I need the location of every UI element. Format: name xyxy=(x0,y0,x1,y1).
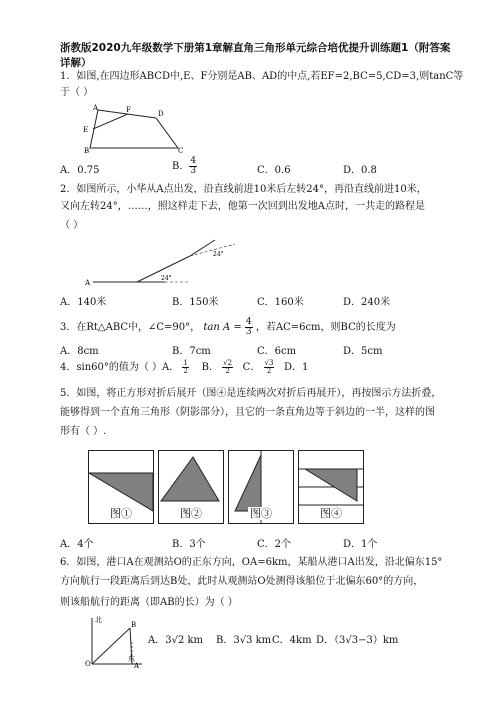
q5-option-a: A．4个 xyxy=(60,539,94,550)
q2-path-figure xyxy=(85,238,245,288)
q5-text-line2: 能够得到一个直角三角形（阴影部分），且它的一条直角边等于斜边的一半，这样的图 xyxy=(60,407,435,418)
q3-text-b: ，若AC=6cm，则BC的长度为 xyxy=(255,322,396,333)
q4-option-a-fraction: $\frac{1}{2}$ xyxy=(183,359,188,375)
q2-option-b: B．150米 xyxy=(172,297,219,308)
fold-panel-3 xyxy=(228,450,294,524)
q1-label-e: E xyxy=(83,126,89,134)
q3-option-c: C．6cm xyxy=(257,346,297,357)
q5-option-c: C．2个 xyxy=(257,539,292,550)
q3-tan-expr: tan A = xyxy=(203,322,242,333)
q1-text-line2: 于（ ） xyxy=(60,87,94,98)
q1-option-c: C．0.6 xyxy=(257,165,291,176)
q1-quadrilateral-figure xyxy=(78,102,188,154)
q6-label-a: A xyxy=(134,662,140,668)
q4-option-c-label: C． xyxy=(242,362,261,373)
q1-label-f: F xyxy=(126,106,131,114)
q6-text-line1: 6．如图，港口A在观测站O的正东方向，OA=6km，某船从港口A出发，沿北偏东15° xyxy=(60,557,443,568)
q6-navigation-figure xyxy=(84,610,146,668)
doc-title-line2: 详解） xyxy=(60,57,92,69)
q3-text-line xyxy=(60,318,396,337)
q6-label-b: B xyxy=(131,621,137,629)
q1-option-b xyxy=(172,157,197,176)
q1-option-a: A．0.75 xyxy=(60,165,100,176)
q2-text-line3: （ ） xyxy=(60,220,84,231)
q2-label-a: A xyxy=(85,279,91,287)
q4-line: 4．sin60°的值为（ ）A． $\frac{1}{2}$ B． $\frac{√2}{2}$ C． $\frac{√3}{2}$ D．1 xyxy=(60,359,309,375)
fold-panel-2-label: 图② xyxy=(180,507,202,520)
q2-text-line2: 又向左转24°，……，照这样走下去，他第一次回到出发地A点时，一共走的路程是 xyxy=(60,201,425,212)
q2-text-line1: 2．如图所示，小华从A点出发，沿直线前进10米后左转24°，再沿直线前进10米， xyxy=(60,184,427,195)
fold-panel-3-label: 图③ xyxy=(250,507,272,520)
q1-option-b-label: B． xyxy=(172,161,190,172)
q4-expression: sin60° xyxy=(76,362,109,373)
q6-label-o: O xyxy=(85,660,91,668)
q2-option-c: C．160米 xyxy=(257,297,304,308)
q1-option-d: D．0.8 xyxy=(343,165,377,176)
q6-label-east: 东 xyxy=(128,655,135,663)
q3-option-a: A．8cm xyxy=(60,346,99,357)
q4-option-b-fraction: $\frac{√2}{2}$ xyxy=(223,359,233,375)
q4-text: 的值为（ ）A． xyxy=(108,362,180,373)
fold-panel-1-label: 图① xyxy=(110,507,132,520)
q1-text-line1: 1．如图,在四边形ABCD中,E、F分别是AB、AD的中点,若EF=2,BC=5,CD=3,则tanC等 xyxy=(60,71,464,82)
q3-text-a: 3．在Rt△ABC中，∠C=90°， xyxy=(60,322,201,333)
q6-option-a: A．3√2 km xyxy=(148,635,204,646)
q5-option-d: D．1个 xyxy=(343,539,378,550)
fold-panel-4 xyxy=(298,450,364,524)
q1-option-b-fraction: $\frac{4}{3}$ xyxy=(190,156,197,176)
q1-label-a: A xyxy=(93,104,99,112)
q6-label-north: 北 xyxy=(95,616,102,624)
q6-option-c: C．4km xyxy=(272,635,312,646)
fold-panel-4-label: 图④ xyxy=(320,507,342,520)
q6-option-b: B．3√3 km xyxy=(216,635,272,646)
q1-label-d: D xyxy=(158,110,164,118)
doc-title-line1: 浙教版2020九年级数学下册第1章解直角三角形单元综合培优提升训练题1（附答案 xyxy=(60,42,451,54)
q4-option-c-fraction: $\frac{√3}{2}$ xyxy=(264,359,274,375)
q6-text-line2: 方向航行一段距离后到达B处，此时从观测站O处测得该船位于北偏东60°的方向， xyxy=(60,576,424,587)
q5-text-line1: 5．如图，将正方形对折后展开（图④是连续两次对折后再展开），再按图示方法折叠， xyxy=(60,388,442,399)
q6-option-d: D．（3√3−3）km xyxy=(316,635,399,646)
q2-angle2: 24° xyxy=(213,251,224,258)
q3-option-b: B．7cm xyxy=(172,346,211,357)
q6-text-line3: 则该船航行的距离（即AB的长）为（ ） xyxy=(60,597,238,608)
q5-text-line3: 形有（ ）. xyxy=(60,426,107,437)
q2-option-d: D．240米 xyxy=(343,297,391,308)
q4-option-d: D．1 xyxy=(283,362,309,373)
q3-option-d: D．5cm xyxy=(343,346,383,357)
fold-panel-1 xyxy=(88,450,154,524)
q1-label-b: B xyxy=(84,147,90,154)
q4-option-b-label: B． xyxy=(201,362,220,373)
q1-label-c: C xyxy=(178,147,184,154)
q5-option-b: B．3个 xyxy=(172,539,206,550)
fold-panel-2 xyxy=(158,450,224,524)
q2-angle1: 24° xyxy=(161,275,172,282)
q3-fraction: $\frac{4}{3}$ xyxy=(245,317,252,337)
q2-option-a: A．140米 xyxy=(60,297,107,308)
